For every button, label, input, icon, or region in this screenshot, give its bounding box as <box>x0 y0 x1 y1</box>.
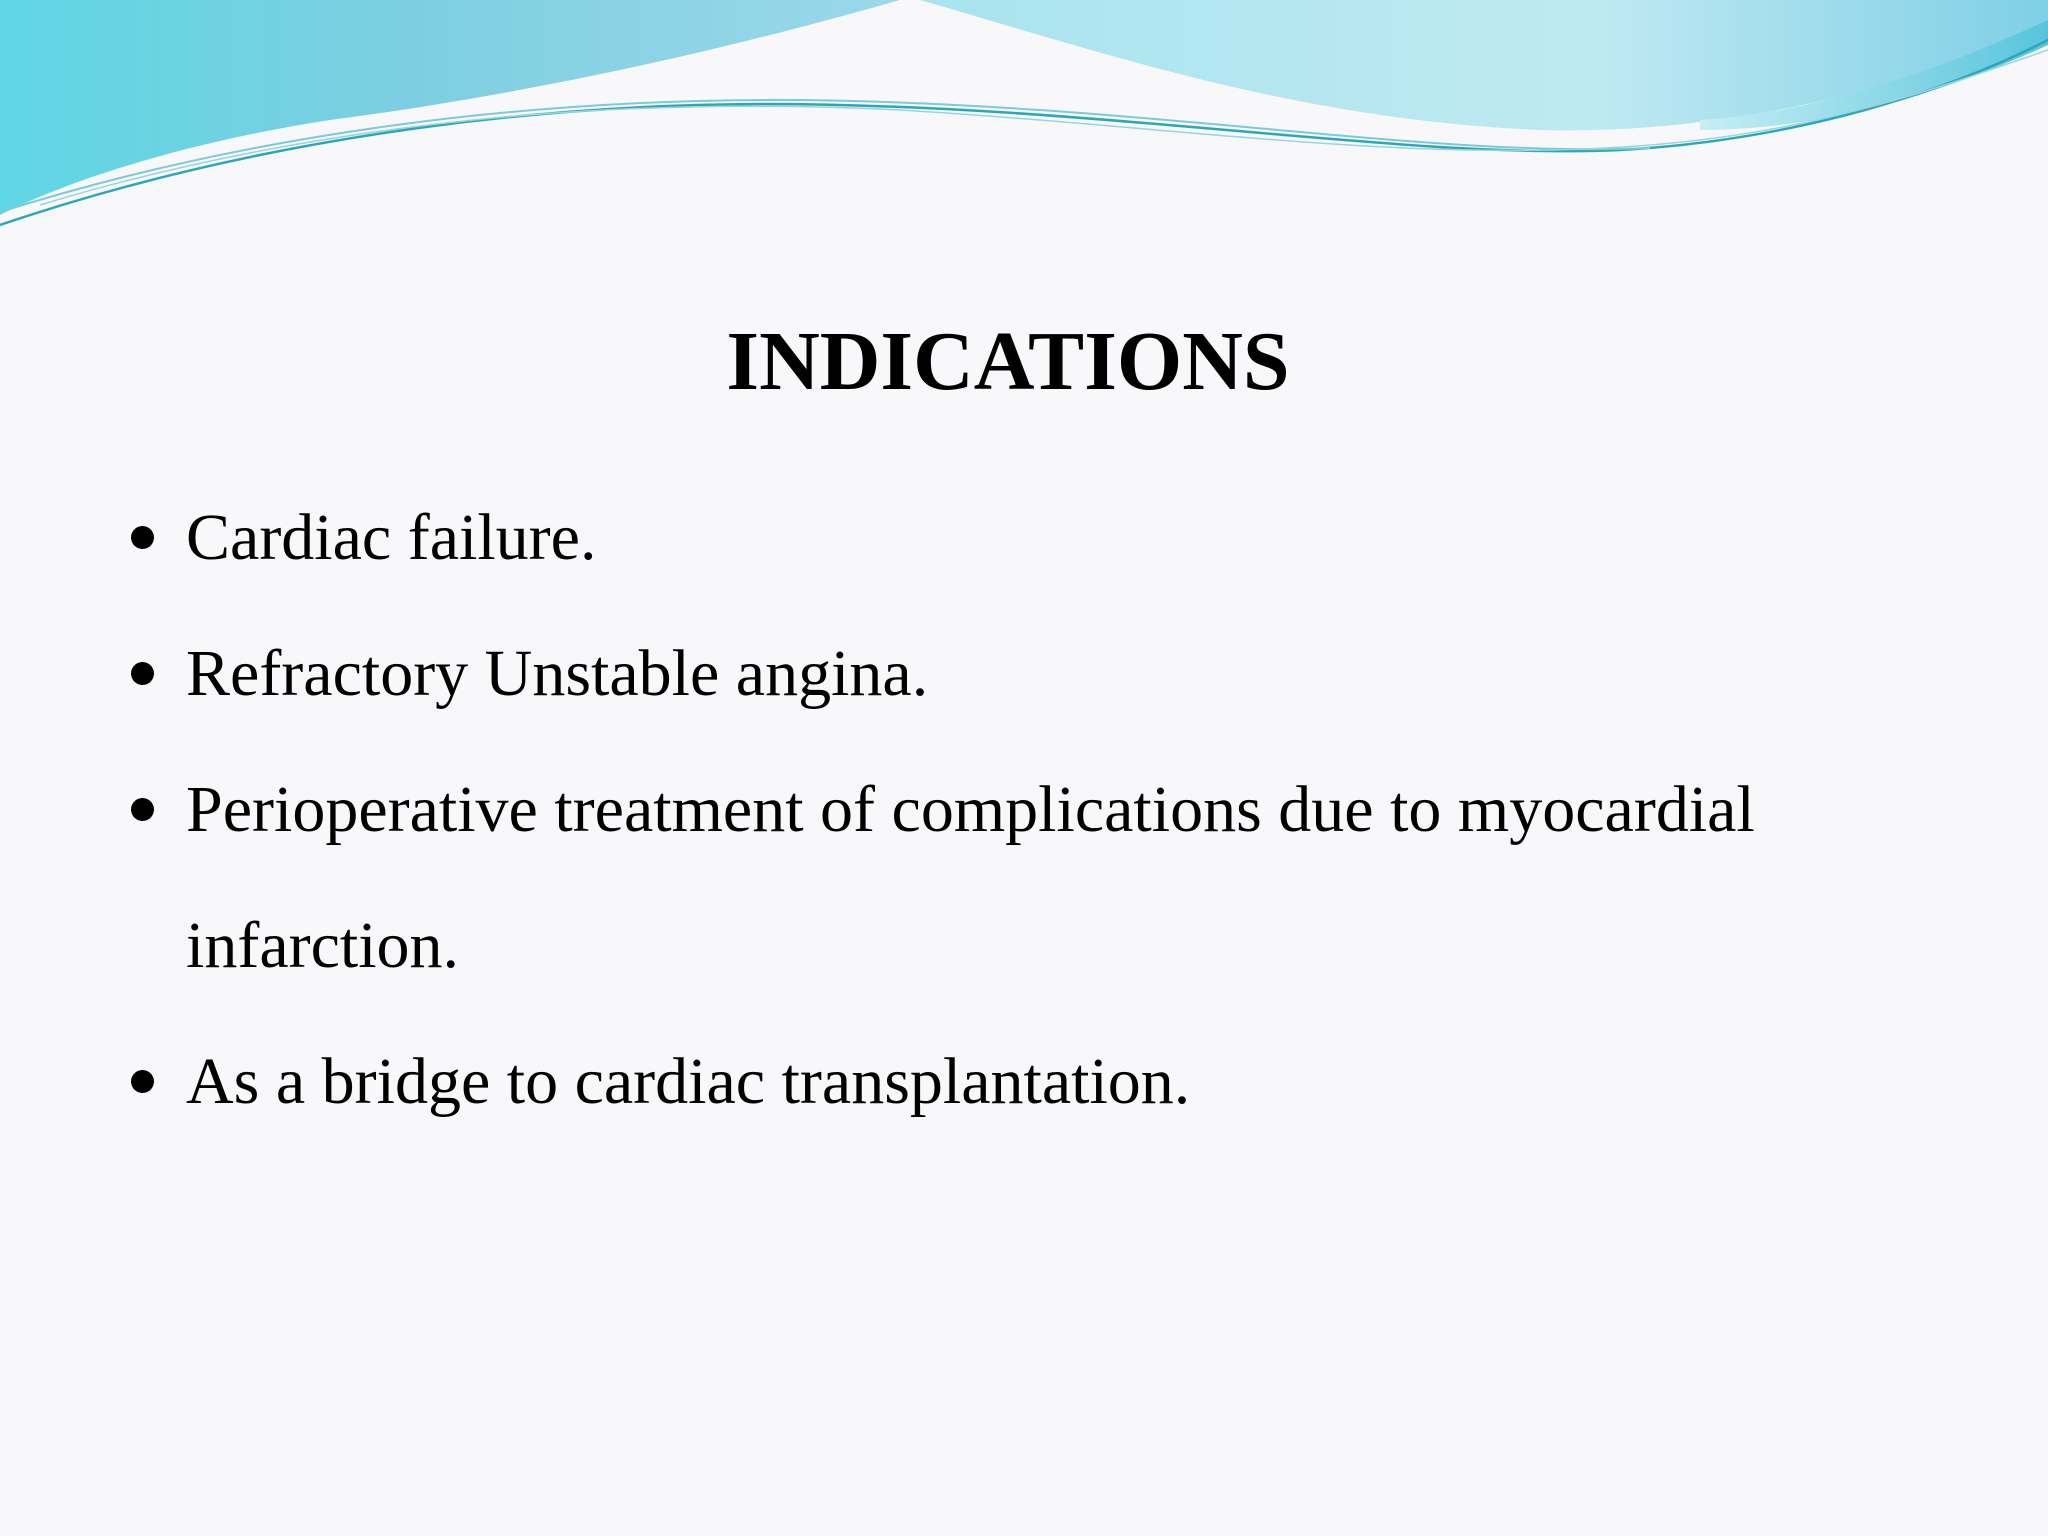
bullet-text: Cardiac failure. <box>186 501 597 574</box>
bullet-dot-icon <box>131 798 154 821</box>
list-item <box>126 606 1986 742</box>
slide-title: INDICATIONS <box>726 315 1290 408</box>
bullet-dot-icon <box>131 1070 154 1093</box>
list-item <box>126 742 1986 1014</box>
bullet-dot-icon <box>131 526 154 549</box>
header-wave-decoration <box>0 0 2048 240</box>
bullet-text: Refractory Unstable angina. <box>186 637 929 710</box>
wave-main-shape <box>0 0 900 215</box>
bullet-list <box>126 470 1986 1150</box>
list-item <box>126 1014 1986 1150</box>
wave-right-shape <box>920 0 2048 130</box>
bullet-text: As a bridge to cardiac transplantation. <box>186 1045 1191 1118</box>
list-item <box>126 470 1986 606</box>
bullet-text: Perioperative treatment of complications due to myocardial infarction. <box>186 773 1755 982</box>
bullet-dot-icon <box>131 662 154 685</box>
